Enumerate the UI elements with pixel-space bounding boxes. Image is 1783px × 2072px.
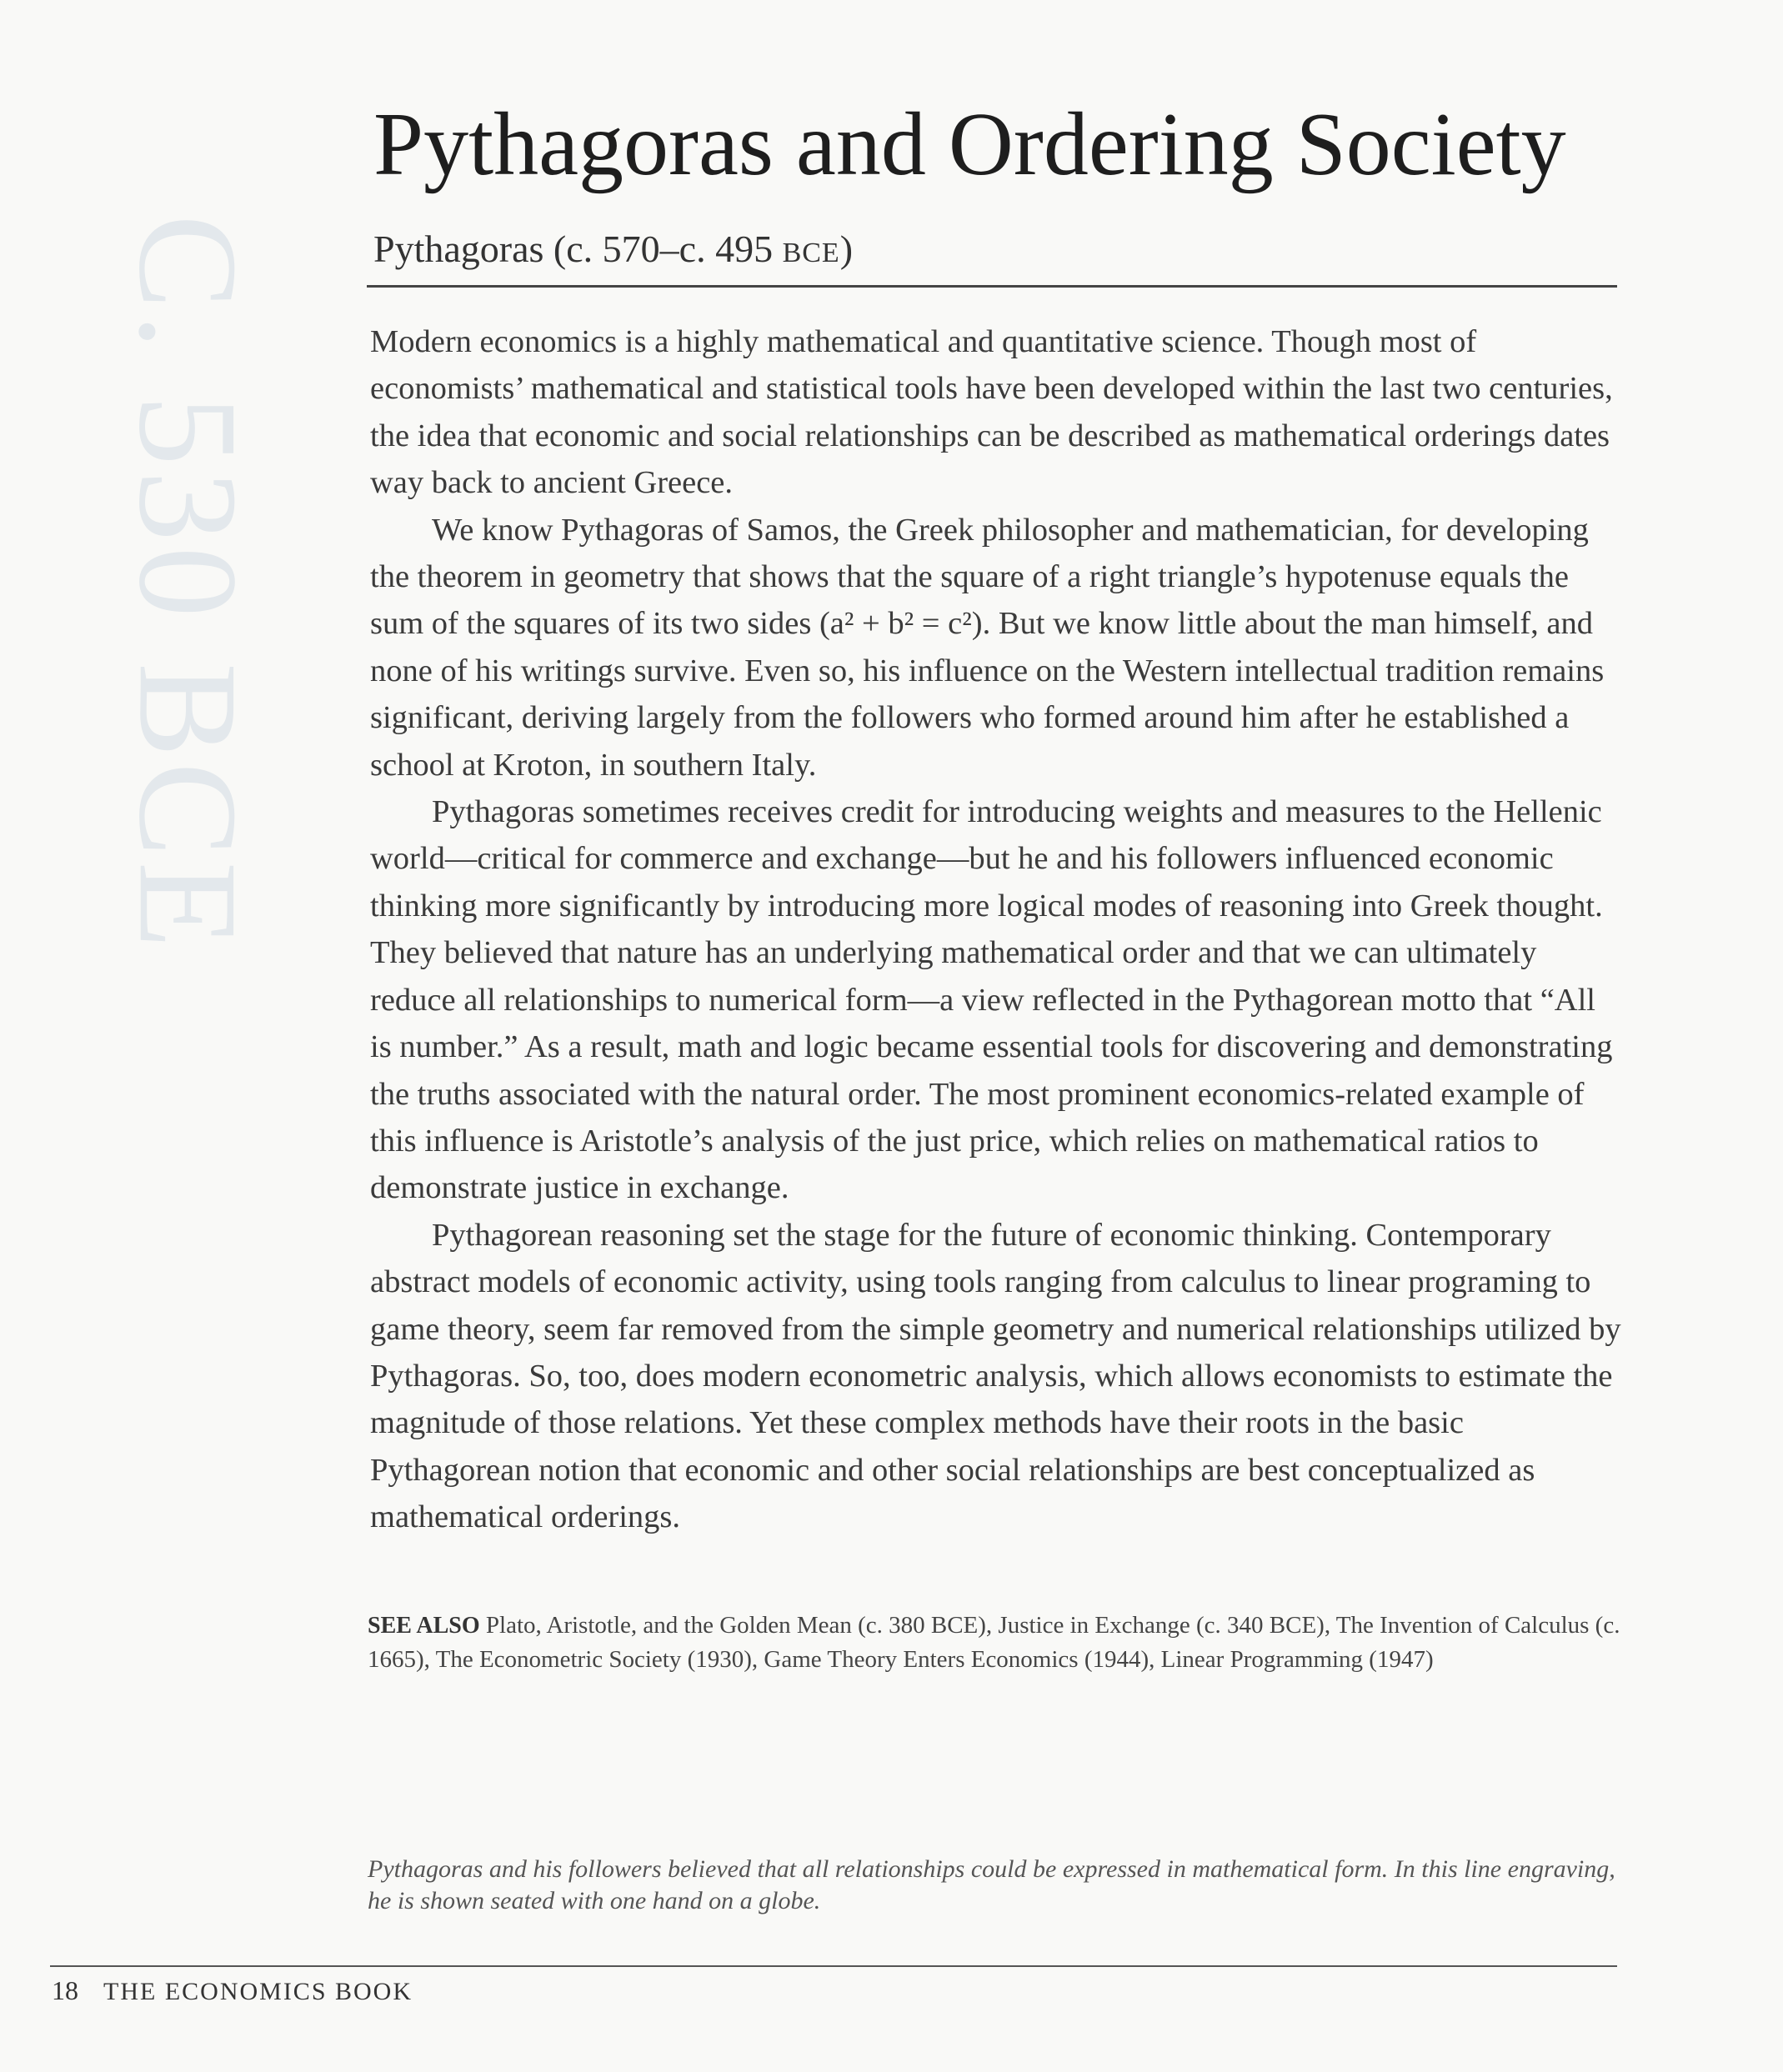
subtitle-close: ) xyxy=(839,228,854,270)
side-date-text: C. 530 BCE xyxy=(109,213,267,953)
page-number: 18 xyxy=(52,1975,78,2005)
subtitle xyxy=(373,227,853,271)
book-title: THE ECONOMICS BOOK xyxy=(103,1978,413,2005)
page-footer xyxy=(52,1975,413,2006)
paragraph-2: We know Pythagoras of Samos, the Greek philosopher and mathematician, for developing the theorem in geometry that shows that the square of a right triangle’s hypotenuse equals the sum of the squares of its two sides (a² + b² = c²). But we know little about the man himself, and none of his writings survive. Even so, his influence on the Western intellectual tradition remains significant, deriving largely from the followers who formed around him after he established a school at Kroton, in southern Italy. xyxy=(370,512,1605,783)
page-title: Pythagoras and Ordering Society xyxy=(373,95,1566,194)
see-also xyxy=(368,1609,1622,1676)
subtitle-era: BCE xyxy=(782,238,840,268)
side-date-watermark xyxy=(79,100,296,1067)
article-body xyxy=(370,318,1625,1541)
header-rule xyxy=(367,285,1617,288)
see-also-text: Plato, Aristotle, and the Golden Mean (c. 380 BCE), Justice in Exchange (c. 340 BCE), The Invention of Calculus (c. 1665), The Econometric Society (1930), Game Theory Enters Economics (1944), Linear Programming (1947) xyxy=(368,1612,1620,1673)
subtitle-name: Pythagoras (c. 570–c. 495 xyxy=(373,228,783,270)
paragraph-4: Pythagorean reasoning set the stage for the future of economic thinking. Contemporary abstract models of economic activity, using tools ranging from calculus to linear programing to game theory, seem far removed from the simple geometry and numerical relationships utilized by Pythagoras. So, too, does modern econometric analysis, which allows economists to estimate the magnitude of those relations. Yet these complex methods have their roots in the basic Pythagorean notion that economic and other social relationships are best conceptualized as mathematical orderings. xyxy=(370,1217,1621,1535)
image-caption: Pythagoras and his followers believed that all relationships could be expressed in mathematical form. In this line engraving, he is shown seated with one hand on a globe. xyxy=(368,1855,1615,1914)
footer-rule xyxy=(50,1965,1617,1967)
paragraph-1: Modern economics is a highly mathematical and quantitative science. Though most of economists’ mathematical and statistical tools have been developed within the last two centuries, the idea that economic and social relationships can be described as mathematical orderings dates way back to ancient Greece. xyxy=(370,324,1613,501)
paragraph-3: Pythagoras sometimes receives credit for introducing weights and measures to the Hellenic world—critical for commerce and exchange—but he and his followers influenced economic thinking more significantly by introducing more logical modes of reasoning into Greek thought. They believed that nature has an underlying mathematical order and that we can ultimately reduce all relationships to numerical form—a view reflected in the Pythagorean motto that “All is number.” As a result, math and logic became essential tools for discovering and demonstrating the truths associated with the natural order. The most prominent economics-related example of this influence is Aristotle’s analysis of the just price, which relies on mathematical ratios to demonstrate justice in exchange. xyxy=(370,794,1613,1206)
see-also-label: SEE ALSO xyxy=(368,1613,480,1639)
